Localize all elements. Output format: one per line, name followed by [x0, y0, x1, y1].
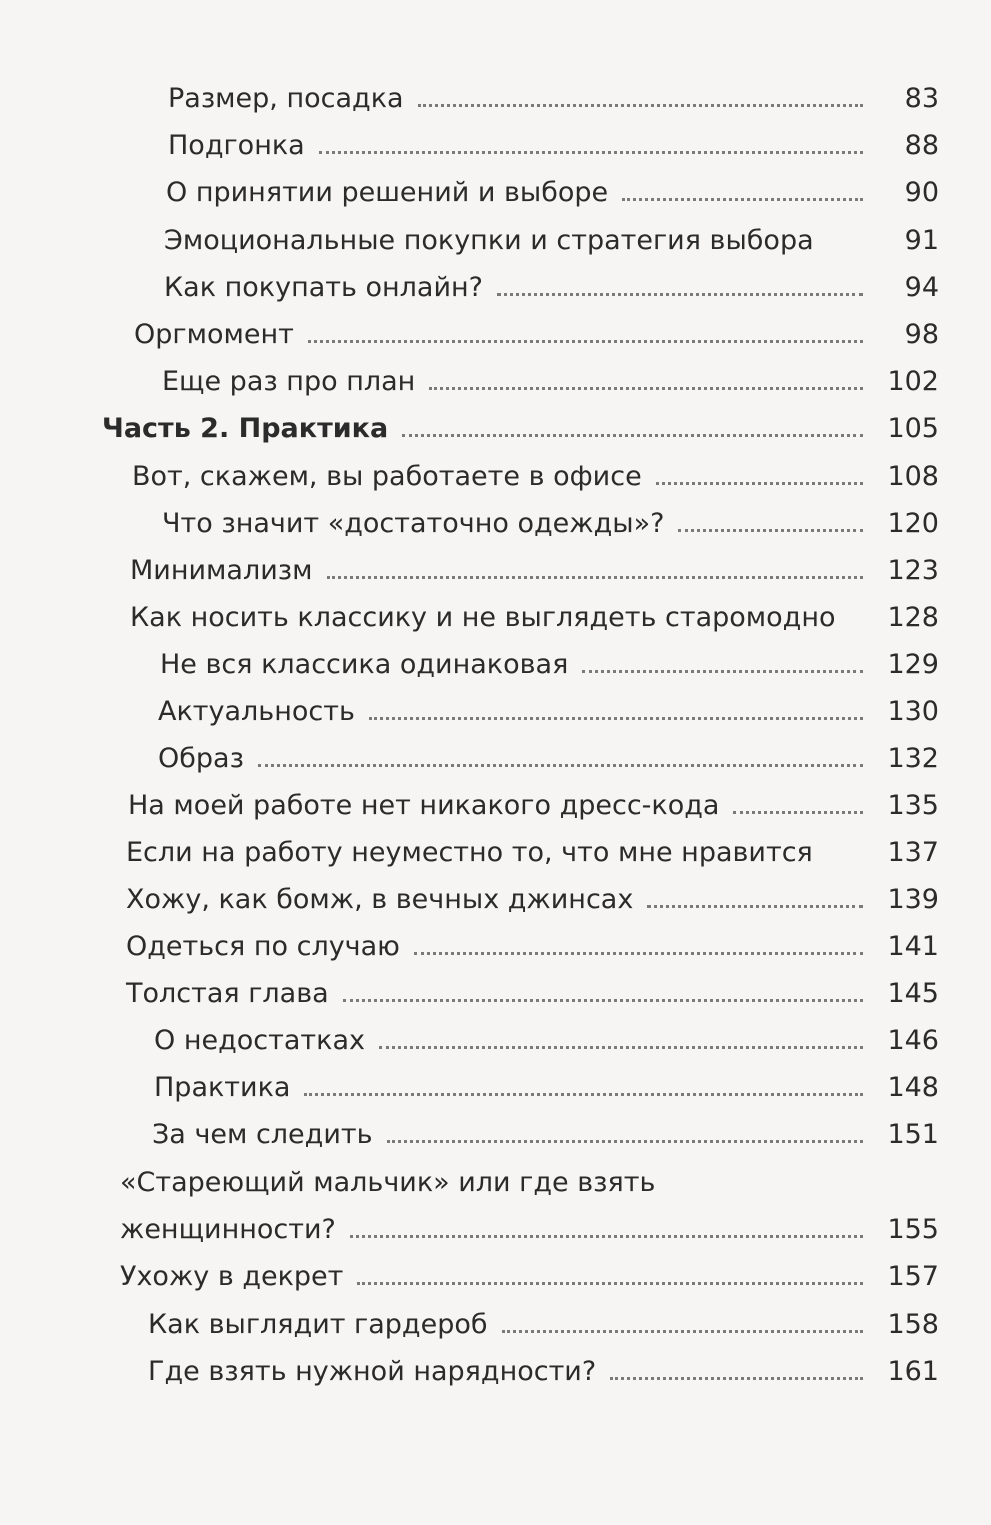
- toc-entry-page: 130: [887, 696, 939, 727]
- toc-entry-page: 135: [887, 790, 939, 821]
- toc-entry: [126, 930, 939, 964]
- toc-entry-page: 137: [887, 837, 939, 868]
- toc-entry-title: Если на работу неуместно то, что мне нравится: [126, 837, 813, 868]
- toc-entry: [126, 977, 939, 1011]
- toc-entry-page: 146: [887, 1025, 939, 1056]
- toc-entry-title: Как носить классику и не выглядеть старомодно: [130, 602, 836, 633]
- toc-entry-title: Образ: [158, 743, 244, 774]
- toc-entry-title: Часть 2. Практика: [102, 413, 389, 444]
- toc-entry-title: Одеться по случаю: [126, 931, 400, 962]
- toc-entry-title: Хожу, как бомж, в вечных джинсах: [126, 884, 634, 915]
- toc-entry-title: Что значит «достаточно одежды»?: [162, 508, 665, 539]
- toc-entry-title: Вот, скажем, вы работаете в офисе: [132, 461, 642, 492]
- dot-leader: [304, 1093, 863, 1096]
- toc-entry-page: 151: [887, 1119, 939, 1150]
- toc-entry-title: О принятии решений и выборе: [166, 177, 609, 208]
- toc-entry-page: 158: [887, 1309, 939, 1340]
- dot-leader: [582, 670, 863, 673]
- dot-leader: [502, 1330, 863, 1333]
- toc-entry-title: Минимализм: [130, 555, 313, 586]
- toc-entry-title: Эмоциональные покупки и стратегия выбора: [164, 225, 814, 256]
- toc-entry-page: 155: [887, 1214, 939, 1245]
- toc-entry-page: 120: [887, 508, 939, 539]
- toc-entry: [148, 1355, 939, 1389]
- toc-entry: [120, 1213, 939, 1247]
- toc-entry-title: Как выглядит гардероб: [148, 1309, 488, 1340]
- toc-entry-title: Как покупать онлайн?: [164, 272, 483, 303]
- dot-leader: [369, 717, 863, 720]
- toc-entry: [128, 789, 939, 823]
- toc-entry-title: Не вся классика одинаковая: [160, 649, 569, 680]
- toc-entry: [164, 224, 939, 258]
- toc-entry-page: 105: [887, 413, 939, 444]
- toc-entry: [134, 318, 939, 352]
- toc-entry-title: Где взять нужной нарядности?: [148, 1356, 597, 1387]
- toc-entry: [168, 82, 939, 116]
- toc-entry-page: 129: [887, 649, 939, 680]
- toc-entry-title: Подгонка: [168, 130, 305, 161]
- dot-leader: [610, 1377, 863, 1380]
- dot-leader: [678, 529, 863, 532]
- toc-entry: [152, 1118, 939, 1152]
- toc-entry: [158, 695, 939, 729]
- toc-entry-page: 108: [887, 461, 939, 492]
- toc-entry: [120, 1260, 939, 1294]
- toc-entry-page: 88: [904, 130, 939, 161]
- toc-entry-title: Ухожу в декрет: [120, 1261, 344, 1292]
- dot-leader: [622, 198, 863, 201]
- toc-entry-page: 90: [904, 177, 939, 208]
- dot-leader: [497, 293, 863, 296]
- toc-entry-page: 145: [887, 978, 939, 1009]
- toc-entry: [154, 1071, 939, 1105]
- dot-leader: [327, 576, 864, 579]
- toc-entry-line-one: [120, 1166, 939, 1200]
- toc-entry-title: Еще раз про план: [162, 366, 416, 397]
- dot-leader: [647, 905, 863, 908]
- dot-leader: [418, 104, 863, 107]
- toc-entry: [130, 554, 939, 588]
- dot-leader: [308, 340, 863, 343]
- toc-entry-title-line-two: женщинности?: [120, 1214, 336, 1245]
- dot-leader: [387, 1140, 863, 1143]
- toc-entry-page: 94: [904, 272, 939, 303]
- toc-entry: [162, 365, 939, 399]
- toc-entry-page: 141: [887, 931, 939, 962]
- dot-leader: [414, 952, 863, 955]
- dot-leader: [343, 999, 863, 1002]
- dot-leader: [350, 1235, 863, 1238]
- dot-leader: [402, 434, 863, 437]
- toc-entry-page: 128: [887, 602, 939, 633]
- toc-entry: [126, 836, 939, 870]
- toc-entry-title: Размер, посадка: [168, 83, 404, 114]
- toc-entry: [126, 883, 939, 917]
- dot-leader: [733, 811, 863, 814]
- toc-entry-title-line-one: «Стареющий мальчик» или где взять: [120, 1167, 656, 1198]
- dot-leader: [656, 482, 863, 485]
- dot-leader: [357, 1282, 863, 1285]
- toc-entry: [130, 601, 939, 635]
- toc-entry-page: 132: [887, 743, 939, 774]
- dot-leader: [258, 764, 863, 767]
- toc-entry-title: За чем следить: [152, 1119, 373, 1150]
- toc-entry: [148, 1308, 939, 1342]
- toc-entry: [168, 129, 939, 163]
- toc-entry-page: 148: [887, 1072, 939, 1103]
- toc-entry-title: Актуальность: [158, 696, 355, 727]
- toc-entry: [132, 460, 939, 494]
- toc-entry-title: Толстая глава: [126, 978, 329, 1009]
- toc-entry-title: О недостатках: [154, 1025, 365, 1056]
- toc-entry: [164, 271, 939, 305]
- toc-entry-page: 123: [887, 555, 939, 586]
- dot-leader: [319, 151, 863, 154]
- toc-entry-page: 83: [904, 83, 939, 114]
- toc-entry-title: Оргмомент: [134, 319, 294, 350]
- dot-leader: [379, 1046, 863, 1049]
- toc-entry-title: Практика: [154, 1072, 291, 1103]
- toc-entry-page: 91: [904, 225, 939, 256]
- toc-entry-page: 161: [887, 1356, 939, 1387]
- toc-entry: [154, 1024, 939, 1058]
- toc-entry-page: 157: [887, 1261, 939, 1292]
- toc-entry: [166, 176, 939, 210]
- toc-entry-page: 139: [887, 884, 939, 915]
- toc-entry: [160, 648, 939, 682]
- toc-entry-page: 98: [904, 319, 939, 350]
- toc-entry-page: 102: [887, 366, 939, 397]
- dot-leader: [429, 387, 863, 390]
- toc-entry: [162, 507, 939, 541]
- toc-entry-title: На моей работе нет никакого дресс-кода: [128, 790, 720, 821]
- toc-entry: [158, 742, 939, 776]
- toc-part-heading: [102, 412, 939, 446]
